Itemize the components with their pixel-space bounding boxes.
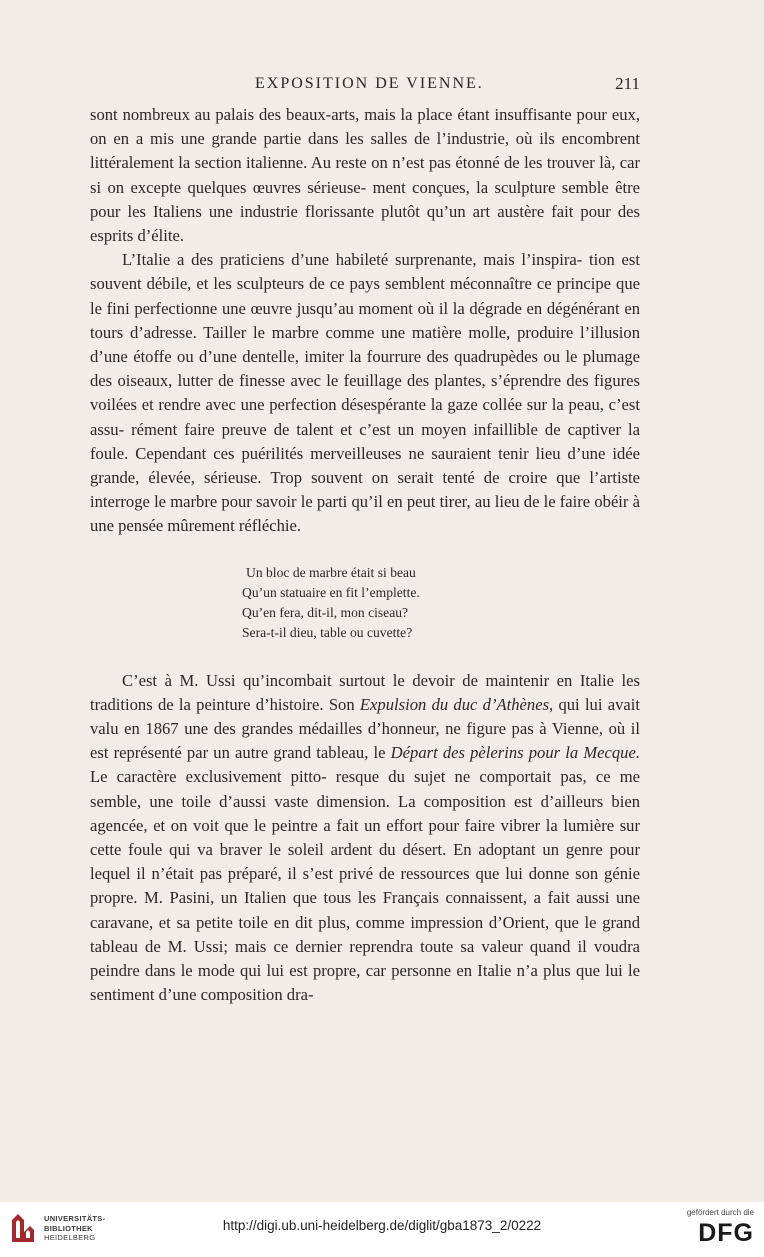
sponsor-label: gefördert durch die: [686, 1208, 754, 1217]
paragraph-1: sont nombreux au palais des beaux-arts, mais la place étant insuffisante pour eux, on en a mis une grande partie dans les salles de l’industrie, où ils encombrent littéralement la section italienne. Au reste on n’est pas étonné de les trouver là, car si on excepte quelques œuvres sérieuse- ment conçues, la sculpture semble être pour les Italiens une industrie florissante plutôt qu’un art austère fait pour des esprits d’élite.: [90, 105, 640, 246]
verse-line-3: Qu’en fera, dit-il, mon ciseau?: [242, 604, 409, 620]
paragraph-3-text-b: qui lui avait valu en 1867 une des grandes médailles d’honneur, ne figure pas à Vienne, où il est représenté par un autre grand tableau, le: [90, 694, 640, 763]
paragraph-3: [90, 669, 640, 1008]
viewer-footer: [0, 1202, 764, 1257]
painting-title-expulsion: Expulsion du duc d’Athènes,: [359, 694, 554, 714]
institution-line-1: UNIVERSITÄTS-: [44, 1214, 106, 1223]
paragraph-3-text-c: Le caractère exclusivement pitto- resque du sujet ne comportait pas, ce me semble, une toile d’aussi vaste dimension. La composition est d’ailleurs bien agencée, et on voit que le peintre a fait un effort pour faire vibrer la lumière sur cette foule qui va braver le soleil ardent du désert. En adoptant un genre pour lequel il n’était pas préparé, il s’est privé de ressources que lui donne son génie propre. M. Pasini, un Italien que tous les Français connaissent, a fait aussi une caravane, et sa petite toile en dit plus, comme impression d’Orient, que le grand tableau de M. Ussi; mais ce dernier reprendra toute sa valeur quand il voudra peindre dans le mode qui lui est propre, car personne en Italie n’a plus que lui le sentiment d’une composition dra-: [90, 767, 640, 1005]
verse-line-1: Un bloc de marbre était si beau: [246, 564, 416, 580]
running-title: EXPOSITION DE VIENNE.: [255, 75, 484, 92]
institution-line-2: BIBLIOTHEK: [44, 1223, 93, 1233]
paragraph-2: L’Italie a des praticiens d’une habileté surprenante, mais l’inspira- tion est souvent débile, et les sculpteurs de ce pays semblent méconnaître ce principe que le fini perfectionne une œuvre jusqu’au moment où il la dégrade en dégénérant en tours d’adresse. Tailler le marbre comme une matière molle, produire l’illusion d’une étoffe ou d’une dentelle, imiter la fourrure des quadrupèdes ou le plumage des oiseaux, lutter de finesse avec le feuillage des plantes, s’éprendre des figures voilées et rendre avec une perfection désespérante la gaze collée sur la peau, c’est assu- rément faire preuve de talent et c’est un moyen infaillible de captiver la foule. Cependant ces puérilités merveilleuses ne sauraient tenir lieu d’une idée grande, élevée, sérieuse. Trop souvent on serait tenté de croire que l’artiste interroge le marbre pour savoir le parti qu’il en peut tirer, au lieu de le faire obéir à une pensée mûrement réfléchie.: [90, 250, 640, 536]
text-block: [90, 103, 640, 1008]
institution-line-3: HEIDELBERG: [44, 1233, 96, 1242]
sponsor-block: [664, 1208, 754, 1248]
painting-title-depart: Départ des pèlerins pour la Mecque.: [390, 743, 640, 763]
page-number: 211: [615, 74, 640, 93]
running-head: [90, 72, 640, 96]
dfg-logo: DFG: [698, 1219, 754, 1247]
verse-line-2: Qu’un statuaire en fit l’emplette.: [242, 584, 420, 600]
verse-line-4: Sera-t-il dieu, table ou cuvette?: [242, 624, 413, 640]
permalink-url[interactable]: http://digi.ub.uni-heidelberg.de/diglit/gba1873_2/0222: [222, 1218, 542, 1233]
verse-quotation: [242, 563, 640, 643]
paragraph-3-text-a: C’est à M. Ussi qu’incombait surtout le devoir de maintenir en Italie les traditions de la peinture d’histoire. Son: [90, 670, 640, 714]
